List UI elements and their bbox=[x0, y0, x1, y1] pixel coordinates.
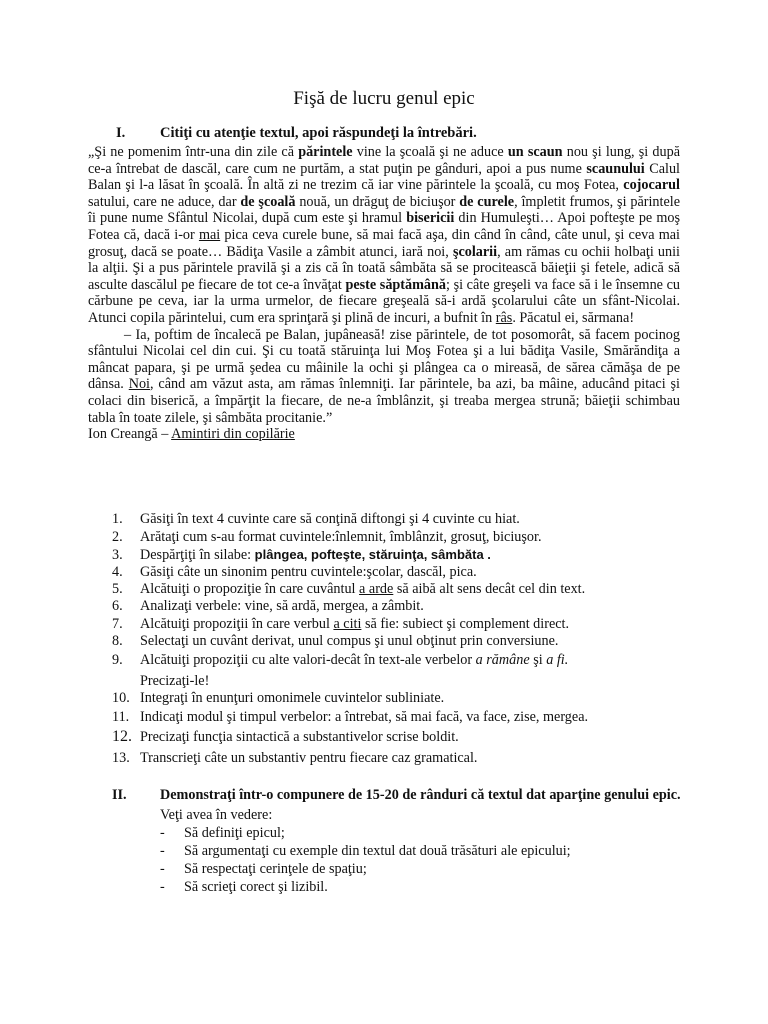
text-run: nouă, un drăguţ de biciuşor bbox=[295, 193, 460, 210]
bullet-dash: - bbox=[160, 861, 165, 877]
question-text bbox=[140, 709, 588, 725]
text-run: Alcătuiţi o propoziţie în care cuvântul bbox=[140, 581, 360, 597]
text-run: nou şi lung, şi după ce-a întrebat de dascăl, care cum ne purtăm, a stat puţin pe gânduri, apoi a pus nume bbox=[88, 144, 680, 177]
text-run: un scaun bbox=[507, 144, 563, 160]
literary-passage bbox=[88, 144, 680, 443]
section-1-number: I. bbox=[116, 125, 126, 141]
question-number: 2. bbox=[112, 529, 123, 545]
text-run: râs bbox=[495, 309, 513, 326]
text-run: , când am văzut asta, am rămas înlemniţi. Iar părintele, ba azi, ba mâine, aducând pitaci şi colaci din biserică, a împărţit la fiecare, de ne-a îmblânzit, şi treaba mergea strună; băieţii schimbau tabla în toate zilele, şi sâmbăta procitanie.” bbox=[88, 376, 680, 426]
question-text bbox=[140, 690, 444, 706]
text-run: să aibă alt sens decât cel din text. bbox=[393, 581, 586, 597]
requirement-item bbox=[160, 824, 692, 842]
text-run: Alcătuiţi propoziţii în care verbul bbox=[140, 616, 334, 632]
passage-paragraph-2 bbox=[88, 327, 680, 427]
question-text bbox=[140, 529, 542, 545]
bullet-dash: - bbox=[160, 825, 165, 841]
requirement-text: Să argumentaţi cu exemple din textul dat două trăsături ale epicului; bbox=[184, 843, 571, 859]
question-item bbox=[112, 529, 712, 545]
requirement-text: Să scrieţi corect şi lizibil. bbox=[184, 879, 328, 895]
question-item bbox=[112, 616, 712, 632]
question-item bbox=[112, 652, 712, 689]
question-item bbox=[112, 729, 712, 745]
section-2-number: II. bbox=[112, 787, 127, 803]
question-text bbox=[140, 564, 477, 580]
text-run: ; şi câte greşeli va face să i le însemne cu cărbune pe ceva, iar la urma urmelor, de fiecare greşeală să-i ardă şcolarului câte un sfânt-Nicolai. Atunci copila părintelui, cum era sprinţară şi plină de incuri, a bufnit în bbox=[88, 276, 680, 326]
text-run: Găsiţi câte un sinonim pentru cuvintele:şcolar, dascăl, pica. bbox=[140, 564, 477, 580]
text-run: Despărţiţi în silabe: bbox=[140, 547, 255, 563]
text-run: Noi bbox=[128, 376, 150, 393]
text-run: Calul Balan şi l-a lăsat în şcoală. În altă zi ne trezim că iar vine părintele la şcoală, cu moş Fotea, bbox=[88, 160, 680, 194]
text-run: pica ceva curele bune, să mai facă aşa, din când în când, câte unul, şi ceva mai grosuţ, dacă se poate… Bădiţa Vasile a zâmbit atunci, iară noi, bbox=[88, 226, 680, 260]
question-continuation: Precizaţi-le! bbox=[140, 673, 210, 689]
text-run: a arde bbox=[359, 581, 394, 597]
question-text bbox=[140, 511, 520, 527]
question-text bbox=[140, 547, 491, 563]
question-number: 1. bbox=[112, 511, 123, 527]
question-text bbox=[140, 750, 477, 766]
text-run: mai bbox=[198, 226, 221, 243]
text-run: – Ia, poftim de încalecă pe Balan, jupâneasă! zise părintele, de tot posomorât, să facem pocinog sfântului Nicolai cel din cui. Şi cu toată stăruinţa lui Moş Fotea şi a lui bădiţa Vasile, Smărăndiţa a mâncat papara, şi pe urmă şedea cu mâinile la ochi şi plângea ca o mireasă, de sărea cămăşa de pe dânsa. bbox=[88, 326, 680, 393]
text-run: Arătaţi cum s-au format cuvintele:înlemnit, îmblânzit, grosuţ, biciuşor. bbox=[140, 529, 542, 545]
text-run: să fie: subiect şi complement direct. bbox=[361, 616, 570, 632]
text-run: părintele bbox=[298, 144, 353, 160]
text-run: , am rămas cu ochii holbaţi unii la alţii. Şi a pus părintele pravilă şi a zis că în toată sâmbăta să se procitească băieţii şi fetele, adică să asculte dascălul pe fiecare de tot ce-a învăţat bbox=[88, 243, 680, 293]
question-number: 4. bbox=[112, 564, 123, 580]
text-run: . Păcatul ei, sărmana! bbox=[512, 309, 635, 326]
text-run: de şcoală bbox=[240, 193, 296, 210]
question-item bbox=[112, 598, 712, 614]
requirement-item bbox=[160, 860, 692, 878]
requirement-item bbox=[160, 842, 692, 860]
work-title: Amintiri din copilărie bbox=[171, 426, 295, 443]
text-run: , împletit frumos, şi părintele îi pune nume Sfântul Nicolai, după cum este şi hramul bbox=[88, 193, 681, 227]
section-2-intro: Veţi avea în vedere: bbox=[160, 807, 273, 823]
section-2-heading: Demonstraţi într-o compunere de 15-20 de rânduri că textul dat aparţine genului epic. bbox=[160, 787, 681, 803]
text-run: Găsiţi în text 4 cuvinte care să conţină diftongi şi 4 cuvinte cu hiat. bbox=[140, 511, 520, 527]
question-item bbox=[112, 547, 712, 563]
text-run: peste săptămână bbox=[345, 276, 447, 293]
question-text bbox=[140, 581, 585, 597]
page-title: Fişă de lucru genul epic bbox=[293, 88, 475, 109]
text-run: de curele bbox=[459, 193, 515, 210]
text-run: din Humuleşti… Apoi pofteşte pe moş Fotea că, dacă i-or bbox=[88, 210, 680, 243]
question-number: 6. bbox=[112, 598, 123, 614]
text-run: Integraţi în enunţuri omonimele cuvintelor subliniate. bbox=[140, 690, 445, 706]
text-run: cojocarul bbox=[623, 177, 680, 194]
text-run: plângea, pofteşte, stăruinţa, sâmbăta . bbox=[254, 547, 491, 562]
text-run: „Şi ne pomenim într-una din zile că bbox=[88, 144, 299, 160]
text-run: Indicaţi modul şi timpul verbelor: a întrebat, să mai facă, va face, zise, mergea. bbox=[140, 709, 589, 725]
passage-source bbox=[88, 426, 680, 443]
question-item bbox=[112, 564, 712, 580]
question-number: 9. bbox=[112, 652, 123, 668]
bullet-dash: - bbox=[160, 879, 165, 895]
question-item bbox=[112, 511, 712, 527]
text-run: a rămâne bbox=[475, 652, 530, 668]
text-run: satului, care ne aduce, dar bbox=[88, 193, 241, 210]
question-number: 8. bbox=[112, 633, 123, 649]
text-run: şcolarii bbox=[452, 243, 498, 260]
requirements-list bbox=[112, 824, 692, 896]
section-2 bbox=[112, 786, 692, 896]
bullet-dash: - bbox=[160, 843, 165, 859]
question-text bbox=[140, 616, 569, 632]
requirement-text: Să respectaţi cerinţele de spaţiu; bbox=[184, 861, 367, 877]
question-text bbox=[140, 652, 568, 668]
text-run: a citi bbox=[333, 616, 362, 632]
text-run: Precizaţi funcţia sintactică a substantivelor scrise boldit. bbox=[140, 729, 459, 745]
question-item bbox=[112, 690, 712, 706]
question-number: 12. bbox=[112, 728, 132, 745]
question-number: 5. bbox=[112, 581, 123, 597]
text-run: Analizaţi verbele: vine, să ardă, mergea, a zâmbit. bbox=[140, 598, 424, 614]
question-number: 7. bbox=[112, 616, 123, 632]
question-number: 11. bbox=[112, 709, 130, 725]
text-run: Selectaţi un cuvânt derivat, unul compus şi unul obţinut prin conversiune. bbox=[140, 633, 559, 649]
question-item bbox=[112, 750, 712, 766]
text-run: a fi. bbox=[546, 652, 569, 668]
text-run: şi bbox=[529, 652, 547, 668]
question-text bbox=[140, 598, 424, 614]
passage-paragraph-1 bbox=[88, 144, 680, 327]
question-item bbox=[112, 709, 712, 725]
question-item bbox=[112, 581, 712, 597]
question-text bbox=[140, 633, 558, 649]
question-number: 10. bbox=[112, 690, 130, 706]
text-run: bisericii bbox=[406, 210, 455, 227]
text-run: Alcătuiţi propoziţii cu alte valori-decât în text-ale verbelor bbox=[140, 652, 476, 668]
requirement-item bbox=[160, 878, 692, 896]
text-run: scaunului bbox=[586, 160, 645, 177]
text-run: Transcrieţi câte un substantiv pentru fiecare caz gramatical. bbox=[140, 750, 478, 766]
question-number: 3. bbox=[112, 547, 123, 563]
section-1-title: Citiţi cu atenţie textul, apoi răspundeţi la întrebări. bbox=[160, 125, 477, 141]
author: Ion Creangă – bbox=[88, 426, 172, 443]
question-number: 13. bbox=[112, 750, 130, 766]
text-run: vine la şcoală şi ne aduce bbox=[352, 144, 508, 160]
question-text bbox=[140, 729, 459, 745]
question-item bbox=[112, 633, 712, 649]
section-1-heading bbox=[116, 125, 477, 142]
requirement-text: Să definiţi epicul; bbox=[184, 825, 285, 841]
